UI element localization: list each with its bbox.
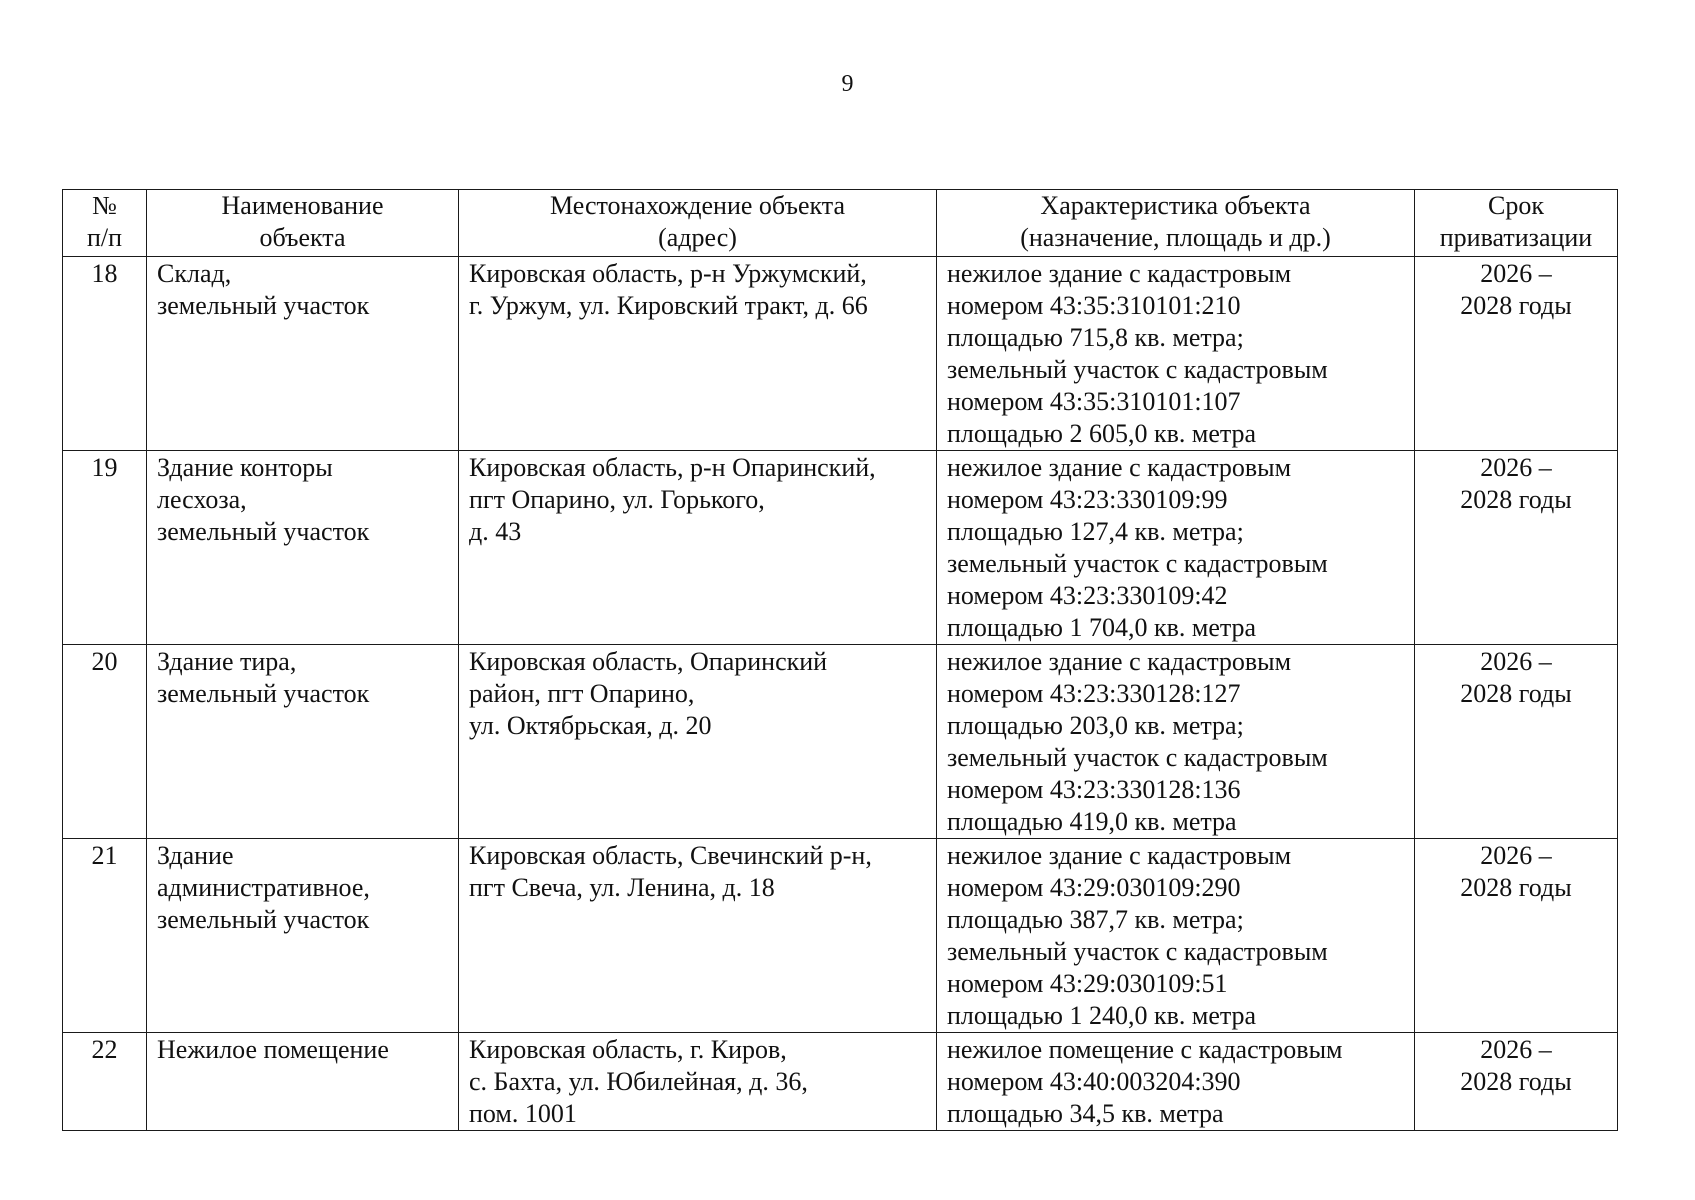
cell-characteristics-line: земельный участок с кадастровым <box>947 355 1328 384</box>
header-line: Характеристика объекта <box>1040 191 1311 220</box>
header-line: Наименование <box>221 191 384 220</box>
page-number: 9 <box>841 71 854 97</box>
cell-name-line: земельный участок <box>157 679 370 708</box>
cell-characteristics <box>937 839 1415 1033</box>
header-line: приватизации <box>1439 223 1593 252</box>
header-address <box>459 190 937 257</box>
cell-term-line: 2028 годы <box>1460 1067 1572 1096</box>
cell-characteristics-line: площадью 127,4 кв. метра; <box>947 517 1244 546</box>
cell-characteristics-line: номером 43:35:310101:210 <box>947 291 1241 320</box>
cell-address-line: Кировская область, р-н Уржумский, <box>469 259 867 288</box>
cell-characteristics-line: номером 43:23:330128:136 <box>947 775 1241 804</box>
table-row <box>63 1033 1618 1131</box>
cell-name-line: Склад, <box>157 259 232 288</box>
cell-term-line: 2026 – <box>1480 1035 1552 1064</box>
header-characteristics <box>937 190 1415 257</box>
cell-address <box>459 839 937 1033</box>
cell-characteristics-line: земельный участок с кадастровым <box>947 743 1328 772</box>
cell-address-line: Кировская область, г. Киров, <box>469 1035 787 1064</box>
cell-term-line: 2028 годы <box>1460 873 1572 902</box>
cell-name-line: земельный участок <box>157 517 370 546</box>
cell-name-line: Нежилое помещение <box>157 1035 389 1064</box>
cell-characteristics-line: номером 43:23:330128:127 <box>947 679 1241 708</box>
cell-term <box>1415 839 1618 1033</box>
cell-name <box>147 451 459 645</box>
cell-address-line: Кировская область, Свечинский р-н, <box>469 841 872 870</box>
cell-characteristics <box>937 451 1415 645</box>
cell-name <box>147 839 459 1033</box>
table-row <box>63 645 1618 839</box>
cell-characteristics-line: площадью 2 605,0 кв. метра <box>947 419 1257 448</box>
cell-address-line: с. Бахта, ул. Юбилейная, д. 36, <box>469 1067 808 1096</box>
cell-address-line: ул. Октябрьская, д. 20 <box>469 711 712 740</box>
cell-characteristics-line: площадью 203,0 кв. метра; <box>947 711 1244 740</box>
cell-term <box>1415 645 1618 839</box>
cell-number: 20 <box>63 645 147 839</box>
cell-address-line: пгт Свеча, ул. Ленина, д. 18 <box>469 873 775 902</box>
cell-characteristics-line: земельный участок с кадастровым <box>947 549 1328 578</box>
cell-term <box>1415 451 1618 645</box>
cell-characteristics-line: площадью 419,0 кв. метра <box>947 807 1237 836</box>
cell-characteristics-line: номером 43:29:030109:290 <box>947 873 1241 902</box>
cell-name-line: Здание тира, <box>157 647 297 676</box>
cell-address-line: пгт Опарино, ул. Горького, <box>469 485 765 514</box>
table-body <box>63 257 1618 1131</box>
cell-term-line: 2028 годы <box>1460 291 1572 320</box>
header-line: (адрес) <box>658 223 737 252</box>
cell-characteristics-line: нежилое здание с кадастровым <box>947 647 1292 676</box>
cell-characteristics-line: нежилое здание с кадастровым <box>947 259 1292 288</box>
cell-characteristics-line: площадью 1 704,0 кв. метра <box>947 613 1257 642</box>
cell-characteristics-line: площадью 715,8 кв. метра; <box>947 323 1244 352</box>
cell-characteristics-line: нежилое помещение с кадастровым <box>947 1035 1343 1064</box>
cell-name <box>147 1033 459 1131</box>
cell-characteristics-line: нежилое здание с кадастровым <box>947 841 1292 870</box>
cell-characteristics-line: номером 43:23:330109:42 <box>947 581 1228 610</box>
header-line: Срок <box>1488 191 1544 220</box>
cell-address <box>459 645 937 839</box>
cell-characteristics-line: номером 43:29:030109:51 <box>947 969 1228 998</box>
cell-characteristics-line: номером 43:23:330109:99 <box>947 485 1228 514</box>
cell-address-line: район, пгт Опарино, <box>469 679 695 708</box>
cell-term-line: 2026 – <box>1480 647 1552 676</box>
header-line: Местонахождение объекта <box>549 191 845 220</box>
header-line: № <box>92 191 117 220</box>
cell-term-line: 2028 годы <box>1460 485 1572 514</box>
cell-name <box>147 645 459 839</box>
cell-characteristics-line: номером 43:35:310101:107 <box>947 387 1241 416</box>
cell-number: 21 <box>63 839 147 1033</box>
cell-term-line: 2026 – <box>1480 259 1552 288</box>
cell-address <box>459 451 937 645</box>
cell-term-line: 2028 годы <box>1460 679 1572 708</box>
cell-name <box>147 257 459 451</box>
table-row <box>63 451 1618 645</box>
cell-address-line: Кировская область, Опаринский <box>469 647 828 676</box>
cell-address-line: г. Уржум, ул. Кировский тракт, д. 66 <box>469 291 868 320</box>
cell-address-line: д. 43 <box>469 517 522 546</box>
cell-characteristics-line: номером 43:40:003204:390 <box>947 1067 1241 1096</box>
cell-term <box>1415 257 1618 451</box>
cell-name-line: административное, <box>157 873 370 902</box>
cell-name-line: земельный участок <box>157 291 370 320</box>
header-line: п/п <box>86 223 123 252</box>
table-row <box>63 839 1618 1033</box>
cell-characteristics-line: площадью 387,7 кв. метра; <box>947 905 1244 934</box>
cell-number: 18 <box>63 257 147 451</box>
cell-address <box>459 257 937 451</box>
cell-address-line: Кировская область, р-н Опаринский, <box>469 453 876 482</box>
cell-address-line: пом. 1001 <box>469 1099 577 1128</box>
header-number <box>63 190 147 257</box>
table-header-row <box>63 190 1618 257</box>
header-line: (назначение, площадь и др.) <box>1020 223 1331 252</box>
cell-term-line: 2026 – <box>1480 453 1552 482</box>
cell-characteristics-line: площадью 34,5 кв. метра <box>947 1099 1224 1128</box>
cell-name-line: Здание <box>157 841 234 870</box>
cell-number: 19 <box>63 451 147 645</box>
privatization-table <box>62 189 1618 1131</box>
header-term <box>1415 190 1618 257</box>
cell-term <box>1415 1033 1618 1131</box>
cell-term-line: 2026 – <box>1480 841 1552 870</box>
cell-characteristics-line: земельный участок с кадастровым <box>947 937 1328 966</box>
cell-characteristics-line: площадью 1 240,0 кв. метра <box>947 1001 1257 1030</box>
cell-name-line: земельный участок <box>157 905 370 934</box>
cell-number: 22 <box>63 1033 147 1131</box>
cell-name-line: лесхоза, <box>157 485 247 514</box>
header-line: объекта <box>259 223 346 252</box>
cell-characteristics <box>937 257 1415 451</box>
cell-characteristics <box>937 1033 1415 1131</box>
header-name <box>147 190 459 257</box>
cell-name-line: Здание конторы <box>157 453 333 482</box>
cell-address <box>459 1033 937 1131</box>
cell-characteristics-line: нежилое здание с кадастровым <box>947 453 1292 482</box>
table-row <box>63 257 1618 451</box>
cell-characteristics <box>937 645 1415 839</box>
